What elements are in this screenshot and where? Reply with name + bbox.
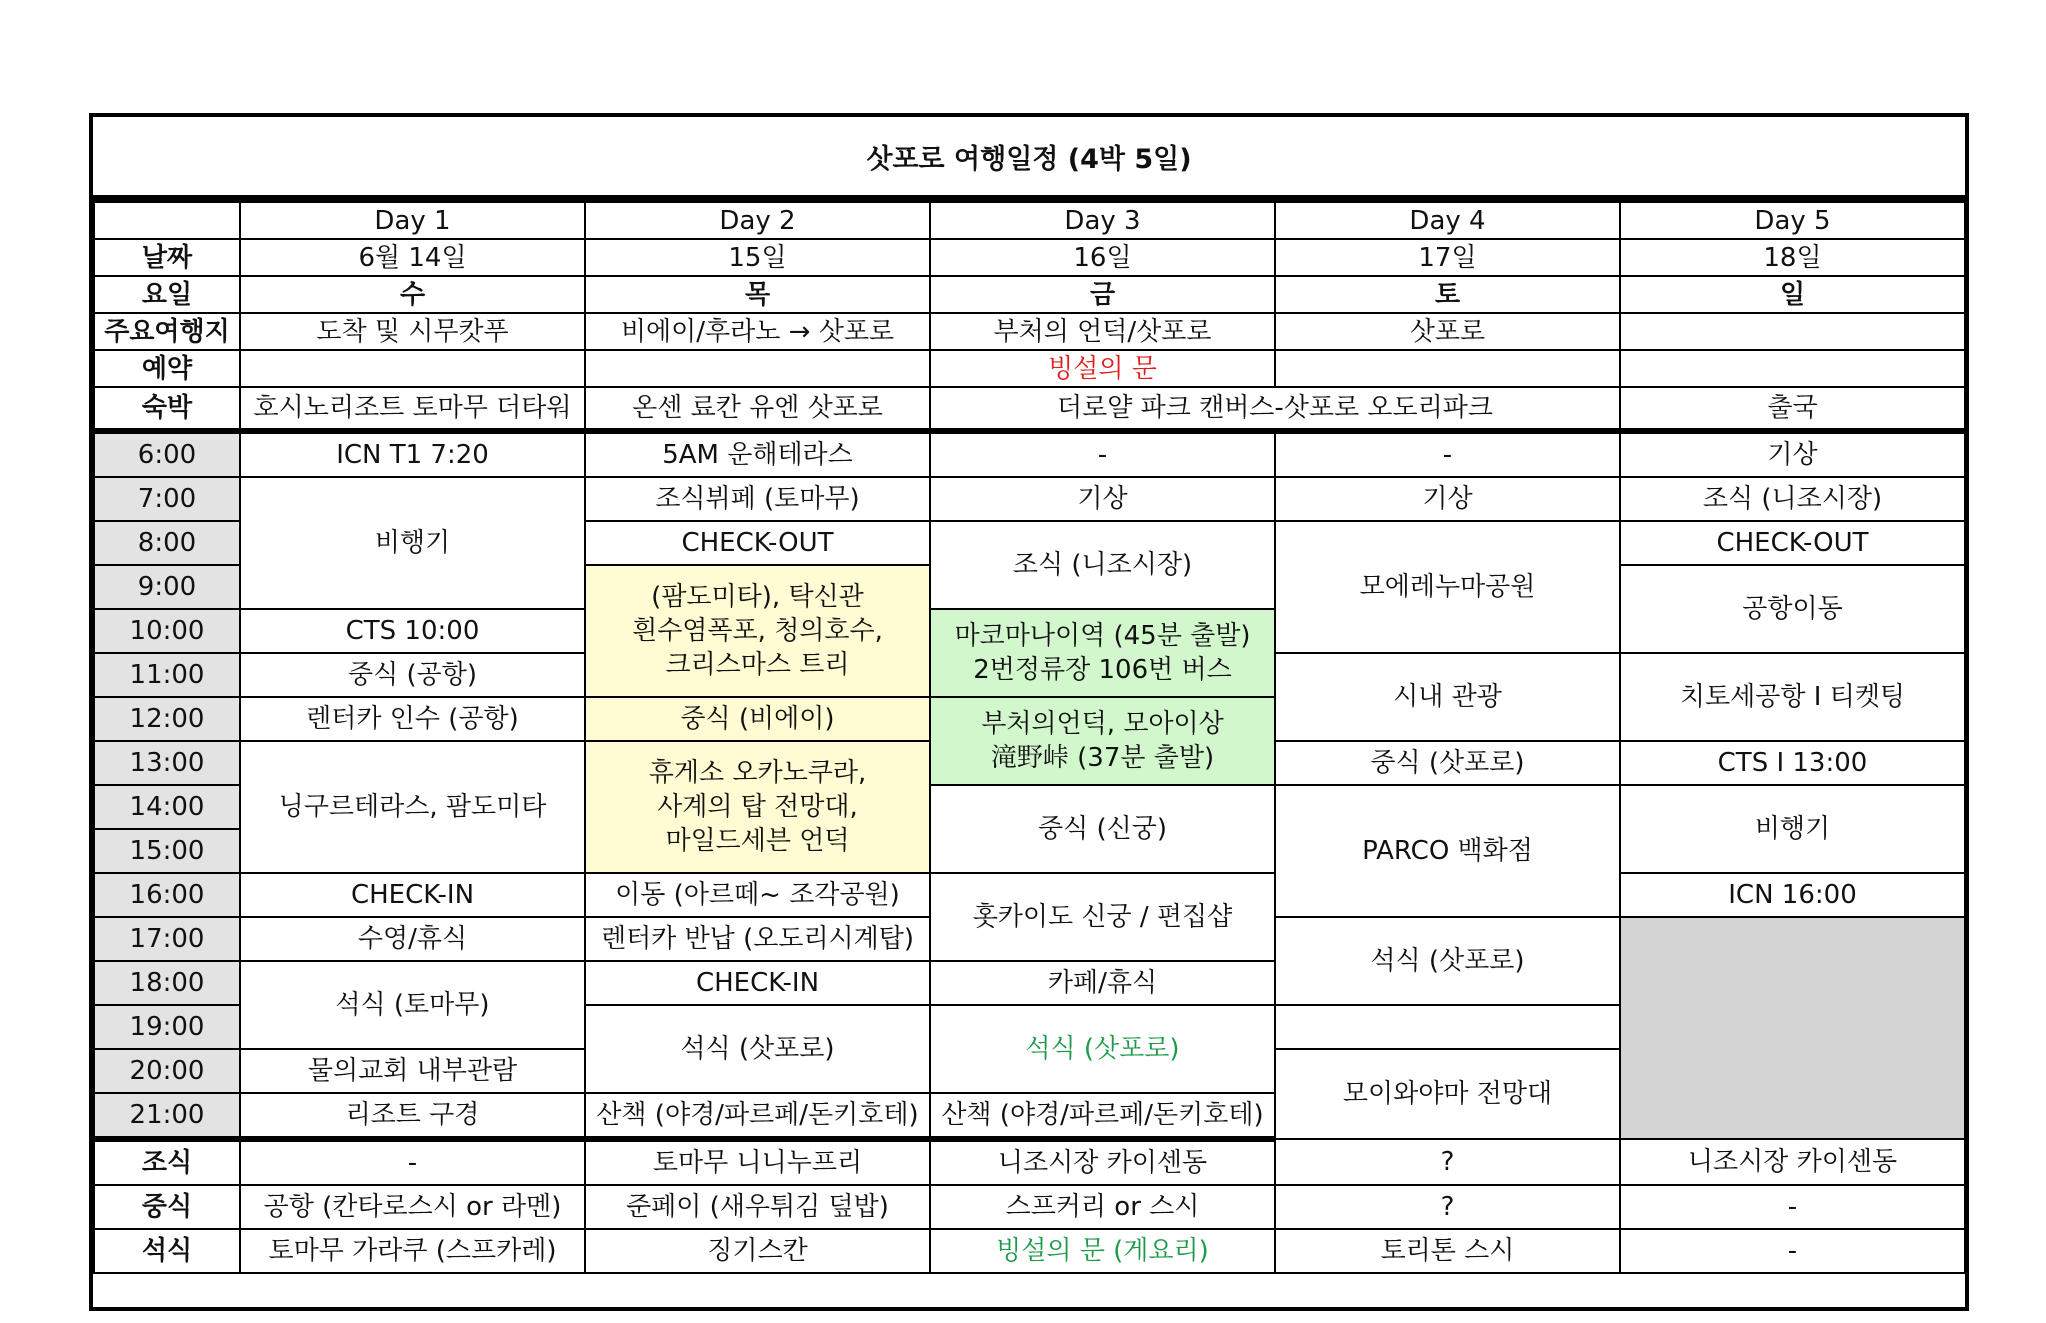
- destination-label: 주요여행지: [94, 313, 240, 350]
- weekday-cell: 일: [1620, 276, 1965, 313]
- lunch-row: [94, 1185, 1965, 1229]
- corner-cell: [94, 201, 240, 239]
- reservation-label: 예약: [94, 350, 240, 387]
- time-label: 11:00: [94, 653, 240, 697]
- weekday-cell: 목: [585, 276, 930, 313]
- reservation-row: [94, 350, 1965, 387]
- lodging-row: [94, 387, 1965, 431]
- lodging-label: 숙박: [94, 387, 240, 431]
- itinerary-table: [93, 199, 1966, 1274]
- lodging-cell: 호시노리조트 토마무 더타워: [240, 387, 585, 431]
- itinerary-sheet: [89, 113, 1969, 1311]
- time-label: 21:00: [94, 1093, 240, 1139]
- schedule-cell: 홋카이도 신궁 / 편집샵: [930, 873, 1275, 961]
- time-label: 17:00: [94, 917, 240, 961]
- schedule-line: 사계의 탑 전망대,: [657, 792, 858, 822]
- schedule-line: 흰수염폭포, 청의호수,: [632, 616, 883, 646]
- schedule-cell: 중식 (비에이): [585, 697, 930, 741]
- lodging-cell: 더로얄 파크 캔버스-삿포로 오도리파크: [930, 387, 1620, 431]
- lodging-cell: 출국: [1620, 387, 1965, 431]
- time-label: 15:00: [94, 829, 240, 873]
- day-header: Day 1: [240, 201, 585, 239]
- date-label: 날짜: [94, 239, 240, 276]
- schedule-line: 휴게소 오카노쿠라,: [648, 758, 867, 788]
- schedule-cell: 석식 (삿포로): [585, 1005, 930, 1093]
- time-label: 13:00: [94, 741, 240, 785]
- day-header: Day 3: [930, 201, 1275, 239]
- schedule-cell: 기상: [930, 477, 1275, 521]
- schedule-cell: CTS 10:00: [240, 609, 585, 653]
- meal-cell: 토마무 가라쿠 (스프카레): [240, 1229, 585, 1273]
- reservation-cell: 빙설의 문: [930, 350, 1275, 387]
- schedule-cell: 기상: [1620, 431, 1965, 477]
- schedule-cell: 시내 관광: [1275, 653, 1620, 741]
- schedule-cell: CHECK-OUT: [1620, 521, 1965, 565]
- weekday-cell: 금: [930, 276, 1275, 313]
- schedule-cell: 석식 (삿포로): [930, 1005, 1275, 1093]
- time-label: 14:00: [94, 785, 240, 829]
- schedule-line: 부처의언덕, 모아이상: [981, 709, 1224, 739]
- schedule-cell: CHECK-IN: [585, 961, 930, 1005]
- schedule-cell: 중식 (공항): [240, 653, 585, 697]
- time-label: 10:00: [94, 609, 240, 653]
- time-label: 16:00: [94, 873, 240, 917]
- schedule-cell: 5AM 운해테라스: [585, 431, 930, 477]
- schedule-cell: 이동 (아르떼~ 조각공원): [585, 873, 930, 917]
- schedule-cell: 중식 (신궁): [930, 785, 1275, 873]
- schedule-cell: 산책 (야경/파르페/돈키호테): [585, 1093, 930, 1139]
- date-cell: 17일: [1275, 239, 1620, 276]
- schedule-cell: 카페/휴식: [930, 961, 1275, 1005]
- meal-cell: -: [1620, 1185, 1965, 1229]
- schedule-block-buddha: [930, 697, 1275, 785]
- schedule-cell: CHECK-OUT: [585, 521, 930, 565]
- destination-cell: 도착 및 시무캇푸: [240, 313, 585, 350]
- date-cell: 6월 14일: [240, 239, 585, 276]
- schedule-cell-empty: [1275, 1005, 1620, 1049]
- schedule-cell: -: [930, 431, 1275, 477]
- destination-cell: 부처의 언덕/삿포로: [930, 313, 1275, 350]
- schedule-cell: 산책 (야경/파르페/돈키호테): [930, 1093, 1275, 1139]
- schedule-cell: 치토세공항 I 티켓팅: [1620, 653, 1965, 741]
- schedule-cell: 비행기: [1620, 785, 1965, 873]
- time-label: 8:00: [94, 521, 240, 565]
- reservation-cell: [1620, 350, 1965, 387]
- lunch-label: 중식: [94, 1185, 240, 1229]
- empty-gray-block: [1620, 917, 1965, 1139]
- schedule-cell: 모에레누마공원: [1275, 521, 1620, 653]
- day-header: Day 2: [585, 201, 930, 239]
- schedule-cell: 리조트 구경: [240, 1093, 585, 1139]
- schedule-block-bus: [930, 609, 1275, 697]
- meal-cell: 빙설의 문 (게요리): [930, 1229, 1275, 1273]
- schedule-cell: 조식뷔페 (토마무): [585, 477, 930, 521]
- time-row: [94, 873, 1965, 917]
- schedule-cell: 공항이동: [1620, 565, 1965, 653]
- date-cell: 16일: [930, 239, 1275, 276]
- schedule-cell: CHECK-IN: [240, 873, 585, 917]
- destination-cell: [1620, 313, 1965, 350]
- destination-row: [94, 313, 1965, 350]
- schedule-cell: 수영/휴식: [240, 917, 585, 961]
- reservation-cell: [240, 350, 585, 387]
- time-label: 9:00: [94, 565, 240, 609]
- reservation-cell: [585, 350, 930, 387]
- schedule-cell: 기상: [1275, 477, 1620, 521]
- schedule-cell: 비행기: [240, 477, 585, 609]
- schedule-cell: CTS I 13:00: [1620, 741, 1965, 785]
- page-title: 삿포로 여행일정 (4박 5일): [93, 117, 1965, 199]
- meal-cell: 토마무 니니누프리: [585, 1139, 930, 1185]
- date-cell: 15일: [585, 239, 930, 276]
- schedule-cell: 석식 (삿포로): [1275, 917, 1620, 1005]
- dinner-row: [94, 1229, 1965, 1273]
- time-row: [94, 431, 1965, 477]
- schedule-cell: 중식 (삿포로): [1275, 741, 1620, 785]
- schedule-cell: PARCO 백화점: [1275, 785, 1620, 917]
- meal-cell: 징기스칸: [585, 1229, 930, 1273]
- breakfast-label: 조식: [94, 1139, 240, 1185]
- schedule-line: 滝野峠 (37분 출발): [990, 743, 1215, 773]
- meal-cell: 스프커리 or 스시: [930, 1185, 1275, 1229]
- schedule-cell: ICN T1 7:20: [240, 431, 585, 477]
- meal-cell: 니조시장 카이센동: [930, 1139, 1275, 1185]
- schedule-cell: 모이와야마 전망대: [1275, 1049, 1620, 1139]
- time-label: 6:00: [94, 431, 240, 477]
- day-header: Day 4: [1275, 201, 1620, 239]
- meal-cell: 공항 (칸타로스시 or 라멘): [240, 1185, 585, 1229]
- time-label: 18:00: [94, 961, 240, 1005]
- time-label: 7:00: [94, 477, 240, 521]
- meal-cell: -: [1620, 1229, 1965, 1273]
- schedule-line: 마일드세븐 언덕: [665, 826, 850, 856]
- weekday-cell: 토: [1275, 276, 1620, 313]
- meal-cell: -: [240, 1139, 585, 1185]
- weekday-row: [94, 276, 1965, 313]
- date-cell: 18일: [1620, 239, 1965, 276]
- meal-cell: 토리톤 스시: [1275, 1229, 1620, 1273]
- destination-cell: 삿포로: [1275, 313, 1620, 350]
- schedule-cell: 조식 (니조시장): [1620, 477, 1965, 521]
- schedule-cell: 렌터카 반납 (오도리시계탑): [585, 917, 930, 961]
- schedule-line: 마코마나이역 (45분 출발): [954, 621, 1251, 651]
- weekday-cell: 수: [240, 276, 585, 313]
- schedule-line: (팜도미타), 탁신관: [651, 582, 864, 612]
- time-label: 20:00: [94, 1049, 240, 1093]
- schedule-cell: 닝구르테라스, 팜도미타: [240, 741, 585, 873]
- destination-cell: 비에이/후라노 → 삿포로: [585, 313, 930, 350]
- time-label: 12:00: [94, 697, 240, 741]
- meal-cell: ?: [1275, 1139, 1620, 1185]
- reservation-cell: [1275, 350, 1620, 387]
- schedule-block-morning: [585, 565, 930, 697]
- schedule-cell: 렌터카 인수 (공항): [240, 697, 585, 741]
- meal-cell: ?: [1275, 1185, 1620, 1229]
- schedule-line: 2번정류장 106번 버스: [973, 655, 1232, 685]
- schedule-cell: 조식 (니조시장): [930, 521, 1275, 609]
- breakfast-row: [94, 1139, 1965, 1185]
- meal-cell: 니조시장 카이센동: [1620, 1139, 1965, 1185]
- day-header: Day 5: [1620, 201, 1965, 239]
- date-row: [94, 239, 1965, 276]
- dinner-label: 석식: [94, 1229, 240, 1273]
- schedule-block-afternoon: [585, 741, 930, 873]
- lodging-cell: 온센 료칸 유엔 삿포로: [585, 387, 930, 431]
- time-row: [94, 477, 1965, 521]
- day-header-row: [94, 201, 1965, 239]
- schedule-cell: 물의교회 내부관람: [240, 1049, 585, 1093]
- time-label: 19:00: [94, 1005, 240, 1049]
- weekday-label: 요일: [94, 276, 240, 313]
- schedule-line: 크리스마스 트리: [665, 650, 850, 680]
- schedule-cell: 석식 (토마무): [240, 961, 585, 1049]
- schedule-cell: ICN 16:00: [1620, 873, 1965, 917]
- schedule-cell: -: [1275, 431, 1620, 477]
- meal-cell: 준페이 (새우튀김 덮밥): [585, 1185, 930, 1229]
